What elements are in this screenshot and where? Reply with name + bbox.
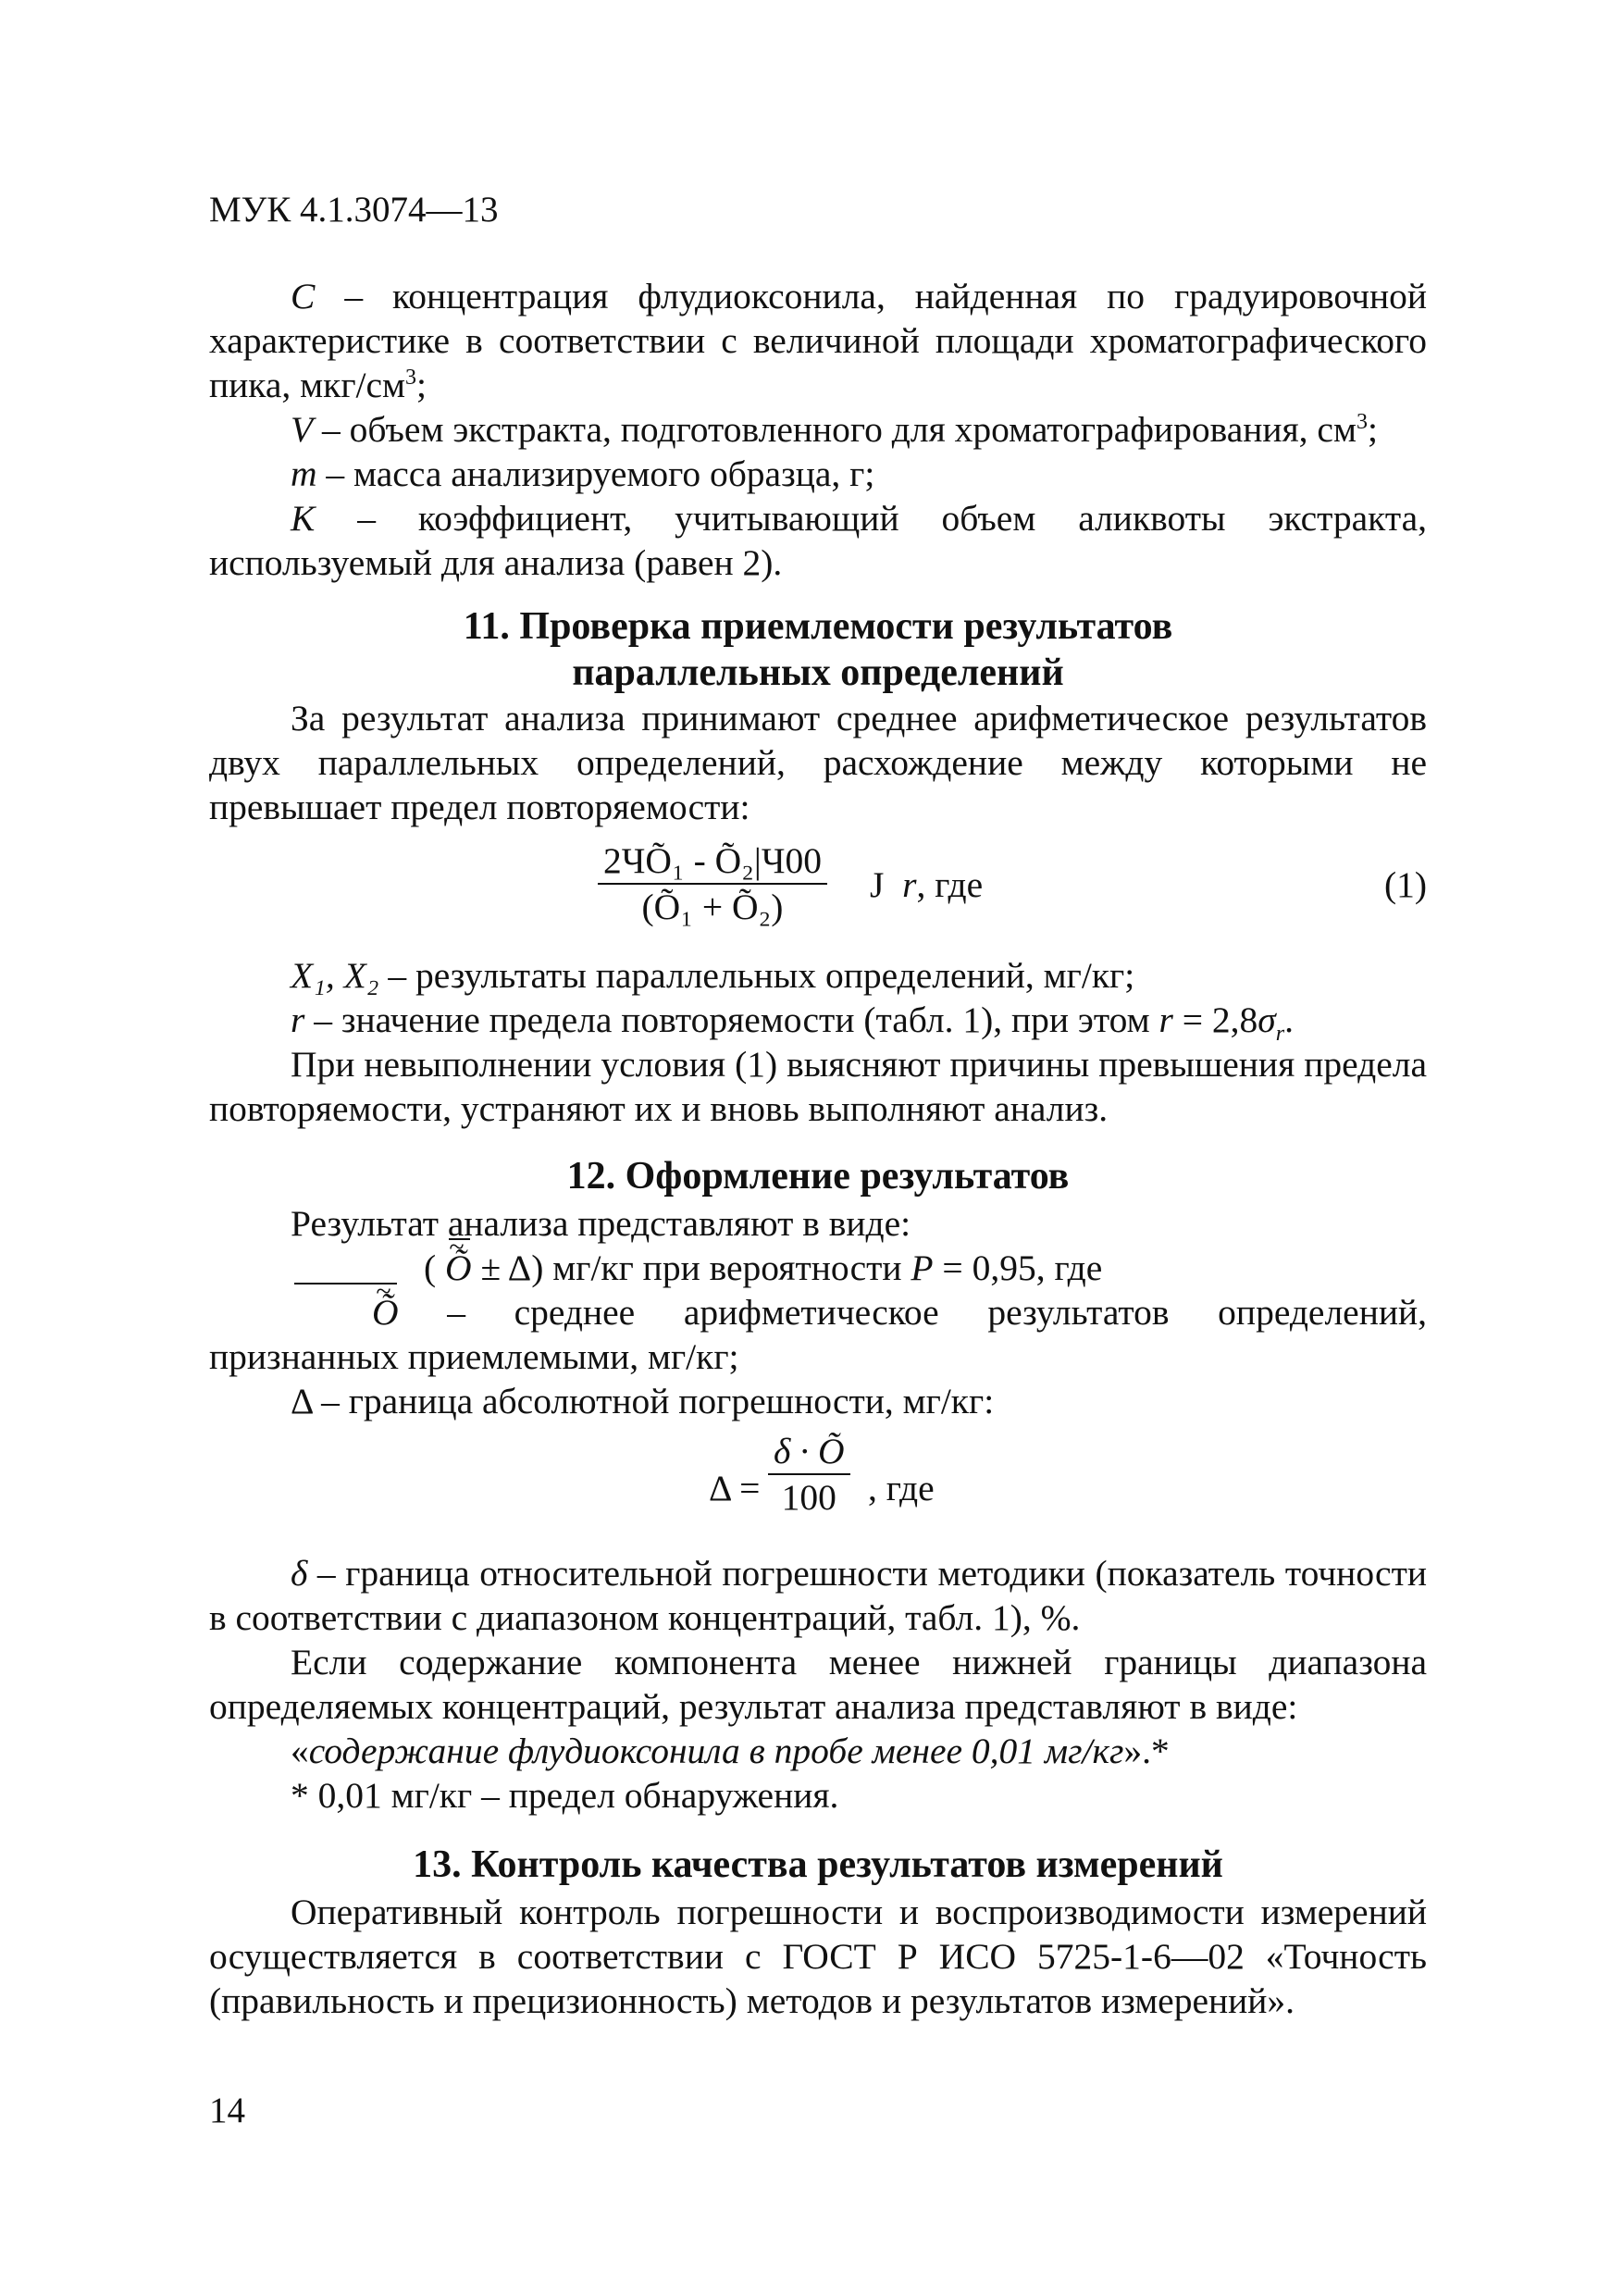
- formula-1-suffix: , где: [916, 864, 984, 905]
- formula-1-condition: [870, 863, 983, 907]
- running-header: МУК 4.1.3074—13: [209, 190, 499, 230]
- def-c-tail: ;: [416, 365, 427, 405]
- formula-delta-suffix: , где: [868, 1468, 935, 1508]
- section-12-below-text: Если содержание компонента менее нижней границы диапазона определяемых концентраций, результат анализа представляют в виде:: [209, 1642, 1427, 1727]
- footnote: * 0,01 мг/кг – предел обнаружения.: [291, 1775, 839, 1816]
- def-r-symbol: r: [291, 999, 305, 1040]
- formula-delta-fraction: [768, 1429, 850, 1520]
- def-v-tail: ;: [1367, 409, 1378, 450]
- section-12-title: 12. Оформление результатов: [566, 1155, 1070, 1198]
- def-c-sup: 3: [405, 365, 417, 390]
- formula-1-rhs: r: [902, 864, 917, 905]
- def-r-eq-symbol: r: [1158, 999, 1173, 1040]
- result-x-mean: ~ Õ: [445, 1246, 472, 1290]
- def-k: [209, 496, 1427, 585]
- formula-1-numerator: 2ЧÕ₁ - Õ₂|Ч00: [603, 840, 822, 881]
- section-11-title-line2: параллельных определений: [572, 652, 1064, 694]
- result-mid: ± Δ) мг/кг при вероятности: [471, 1247, 911, 1288]
- formula-delta-lhs: Δ =: [709, 1468, 761, 1508]
- def-r-text: – значение предела повторяемости (табл. 1), при этом: [304, 999, 1159, 1040]
- def-r-sigma: σ: [1258, 999, 1276, 1040]
- def-v-sup: 3: [1356, 409, 1368, 434]
- result-open: (: [424, 1247, 446, 1288]
- def-x1-x2: [209, 953, 1427, 998]
- def-v: [209, 407, 1427, 452]
- section-11-fail-text: При невыполнении условия (1) выясняют причины превышения предела повторяемости, устраняют их и вновь выполняют анализ.: [209, 1044, 1427, 1129]
- def-x1-x2-text: – результаты параллельных определений, мг/кг;: [378, 955, 1135, 996]
- result-end: = 0,95, где: [933, 1247, 1103, 1288]
- def-v-text: – объем экстракта, подготовленного для хроматографирования, см: [313, 409, 1357, 450]
- section-11-intro: За результат анализа принимают среднее арифметическое результатов двух параллельных определений, расхождение между которыми не превышает предел повторяемости:: [209, 698, 1427, 827]
- quote-open: «: [291, 1731, 309, 1771]
- page-content: [209, 274, 1427, 2023]
- section-12-intro: Результат анализа представляют в виде:: [291, 1203, 911, 1244]
- def-r-eq-value: = 2,8: [1172, 999, 1258, 1040]
- def-x1-x2-symbol: X₁, X₂: [291, 955, 379, 996]
- def-v-symbol: V: [291, 409, 314, 450]
- formula-1-denominator: (Õ₁ + Õ₂): [598, 883, 827, 929]
- def-d: [209, 1551, 1427, 1640]
- quote-close: ».*: [1123, 1731, 1170, 1771]
- formula-1-number: (1): [1383, 864, 1427, 905]
- section-11-title-line1: 11. Проверка приемлемости результатов: [463, 605, 1173, 648]
- def-m: [209, 452, 1427, 496]
- quote-italic: содержание флудиоксонила в пробе менее 0,01 мг/кг: [308, 1731, 1124, 1771]
- def-x-mean-text: – среднее арифметическое результатов определений, признанных приемлемыми, мг/кг;: [209, 1292, 1427, 1377]
- def-m-text: – масса анализируемого образца, г;: [316, 453, 875, 494]
- formula-delta-denominator: 100: [768, 1473, 850, 1520]
- below-limit-quote: [209, 1729, 1427, 1773]
- def-r-sigma-sub: r: [1275, 1021, 1285, 1046]
- def-k-symbol: K: [291, 498, 316, 539]
- def-x-mean: [209, 1290, 1427, 1379]
- def-d-text: – граница относительной погрешности методики (показатель точности в соответствии с диапазоном концентраций, табл. 1), %.: [209, 1553, 1427, 1638]
- section-11-title: [209, 603, 1427, 696]
- def-delta: Δ – граница абсолютной погрешности, мг/кг:: [291, 1381, 995, 1421]
- def-r-end: .: [1284, 999, 1294, 1040]
- page-number: 14: [209, 2091, 245, 2130]
- def-m-symbol: m: [291, 453, 317, 494]
- def-c-text: – концентрация флудиоксонила, найденная по градуировочной характеристике в соответствии с величиной площади хроматографического пика, мкг/см: [209, 276, 1427, 405]
- def-c-symbol: C: [291, 276, 316, 316]
- def-r: [209, 998, 1427, 1046]
- formula-1-relation: J: [870, 864, 885, 905]
- formula-delta: [209, 1429, 1427, 1542]
- formula-1: [209, 838, 1427, 948]
- result-p: P: [911, 1247, 934, 1288]
- def-c: [209, 274, 1427, 407]
- formula-delta-numerator: δ · Õ: [774, 1431, 845, 1471]
- def-k-text: – коэффициент, учитывающий объем аликвоты экстракта, используемый для анализа (равен 2).: [209, 498, 1427, 583]
- def-d-symbol: δ: [291, 1553, 308, 1594]
- section-13-title: 13. Контроль качества результатов измерений: [413, 1843, 1223, 1886]
- formula-1-fraction: [598, 838, 827, 929]
- def-x-mean-symbol: ~ Õ: [291, 1290, 399, 1334]
- section-13-text: Оперативный контроль погрешности и воспроизводимости измерений осуществляется в соответствии с ГОСТ Р ИСО 5725-1-6—02 «Точность (правильность и прецизионность) методов и результатов измерений».: [209, 1892, 1427, 2021]
